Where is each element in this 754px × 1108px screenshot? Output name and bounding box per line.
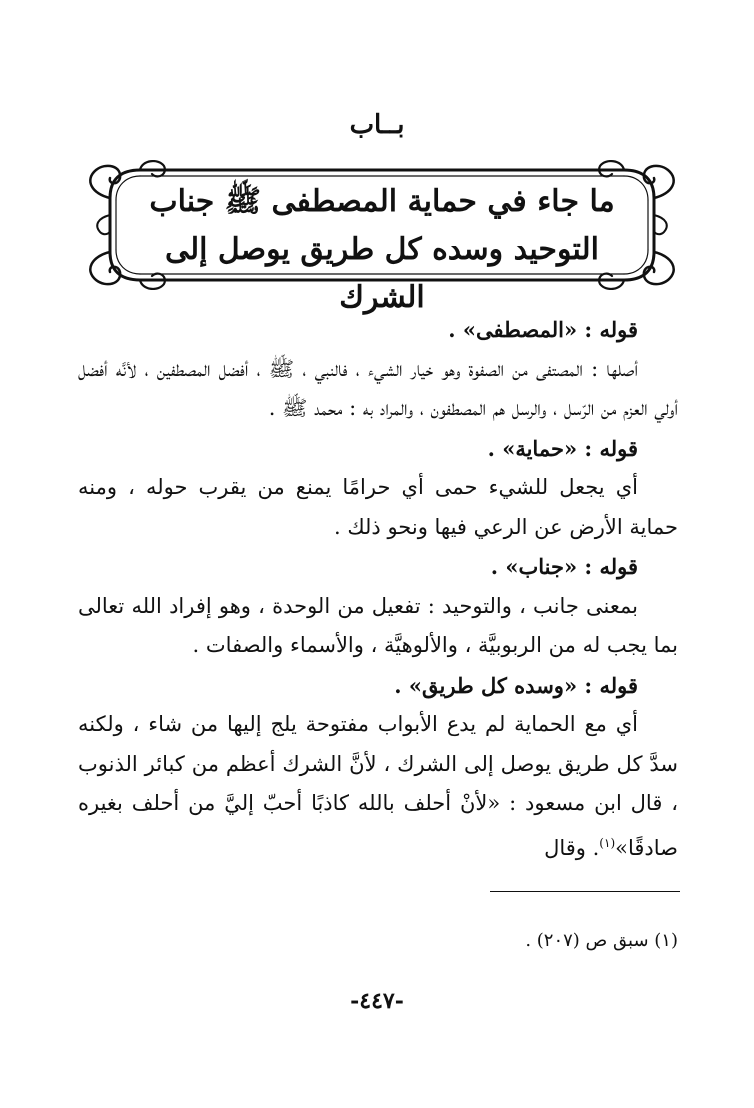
paragraph-himaya: أي يجعل للشيء حمى أي حرامًا يمنع من يقرب حوله ، ومنه حماية الأرض عن الرعي فيها ونحو ذلك . <box>78 475 678 539</box>
paragraph-saddihi-end: . وقال <box>544 835 600 860</box>
footnote: (١) سبق ص (٢٠٧) . <box>525 930 678 951</box>
chapter-label: بــاب <box>349 110 405 140</box>
body-text <box>78 310 678 868</box>
paragraph-saddihi <box>78 705 678 868</box>
page-number: -٤٤٧- <box>350 988 404 1014</box>
chapter-title <box>120 178 644 322</box>
lemma-mustafa: قوله : «المصطفى» . <box>448 317 638 342</box>
paragraph-saddihi-text: أي مع الحماية لم يدع الأبواب مفتوحة يلج إليها من شاء ، ولكنه سدَّ كل طريق يوصل إلى الشرك ، لأنَّ الشرك أعظم من كبائر الذنوب ، قال ابن مسعود : «لأنْ أحلف بالله كاذبًا أحبّ إليَّ من أحلف بغيره صادقًا» <box>78 712 678 860</box>
title-frame <box>80 160 684 315</box>
footnote-divider <box>490 891 680 892</box>
lemma-saddihi: قوله : «وسده كل طريق» . <box>394 672 638 698</box>
chapter-title-line-2: التوحيد وسده كل طريق يوصل إلى الشرك <box>164 232 599 315</box>
lemma-janab: قوله : «جناب» . <box>490 554 638 579</box>
paragraph-mustafa: أصلها : المصتفى من الصفوة وهو خيار الشيء ، فالنبي ، ﷺ ، أفضل المصطفين ، لأنَّه أفضل أولي العزم من الرّسل ، والرسل هم المصطفون ، والمراد به : محمد ﷺ . <box>78 356 678 420</box>
chapter-title-line-1: ما جاء في حماية المصطفى ﷺ جناب <box>149 184 615 219</box>
paragraph-janab: بمعنى جانب ، والتوحيد : تفعيل من الوحدة ، وهو إفراد الله تعالى بما يجب له من الربوبيَّة ، والألوهيَّة ، والأسماء والصفات . <box>78 593 678 657</box>
lemma-himaya: قوله : «حماية» . <box>487 435 638 461</box>
footnote-marker[interactable]: (١) <box>599 835 616 850</box>
